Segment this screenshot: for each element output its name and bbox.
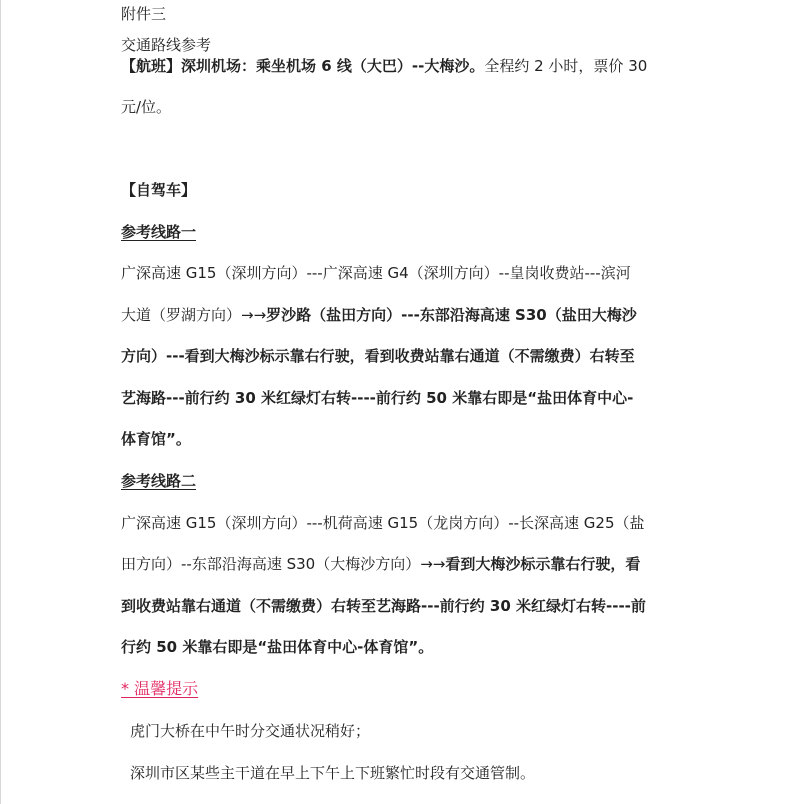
route-one-line-2 xyxy=(121,305,637,325)
route-one-line-5: 体育馆”。 xyxy=(121,430,191,448)
warm-tips-heading: * 温馨提示 xyxy=(121,679,199,698)
route-one-line-4: 艺海路---前行约 30 米红绿灯右转----前行约 50 米靠右即是“盐田体育中心- xyxy=(121,389,634,407)
route-one-line-1: 广深高速 G15（深圳方向）---广深高速 G4（深圳方向）--皇岗收费站---滨河 xyxy=(121,264,631,282)
tip-item-2: 深圳市区某些主干道在早上下午上下班繁忙时段有交通管制。 xyxy=(130,764,536,782)
flight-route: 【航班】深圳机场：乘坐机场 6 线（大巴）--大梅沙。 xyxy=(121,57,485,75)
route-two-line-2-normal: 田方向）--东部沿海高速 S30（大梅沙方向）→→ xyxy=(121,555,446,573)
route-one-line-3: 方向）---看到大梅沙标示靠右行驶，看到收费站靠右通道（不需缴费）右转至 xyxy=(121,347,635,365)
tip-item-1: 虎门大桥在中午时分交通状况稍好； xyxy=(130,722,371,740)
attachment-label: 附件三 xyxy=(121,5,167,23)
document-title: 交通路线参考 xyxy=(121,36,212,54)
route-two-heading: 参考线路二 xyxy=(121,472,197,490)
route-two-line-3: 到收费站靠右通道（不需缴费）右转至艺海路---前行约 30 米红绿灯右转----前 xyxy=(121,597,646,615)
flight-paragraph-line-1 xyxy=(121,56,647,76)
route-two-line-1: 广深高速 G15（深圳方向）---机荷高速 G15（龙岗方向）--长深高速 G25（盐 xyxy=(121,514,645,532)
flight-duration-price: 全程约 2 小时，票价 30 xyxy=(484,57,648,75)
route-two-line-2 xyxy=(121,554,640,574)
route-one-line-2-normal: 大道（罗湖方向）→→ xyxy=(121,306,267,324)
route-one-heading: 参考线路一 xyxy=(121,223,197,241)
self-drive-heading: 【自驾车】 xyxy=(121,181,197,199)
route-two-line-4: 行约 50 米靠右即是“盐田体育中心-体育馆”。 xyxy=(121,638,434,656)
route-one-line-2-bold: 罗沙路（盐田方向）---东部沿海高速 S30（盐田大梅沙 xyxy=(266,306,637,324)
route-two-line-2-bold: 看到大梅沙标示靠右行驶，看 xyxy=(445,555,641,573)
flight-paragraph-line-2: 元/位。 xyxy=(121,98,172,116)
